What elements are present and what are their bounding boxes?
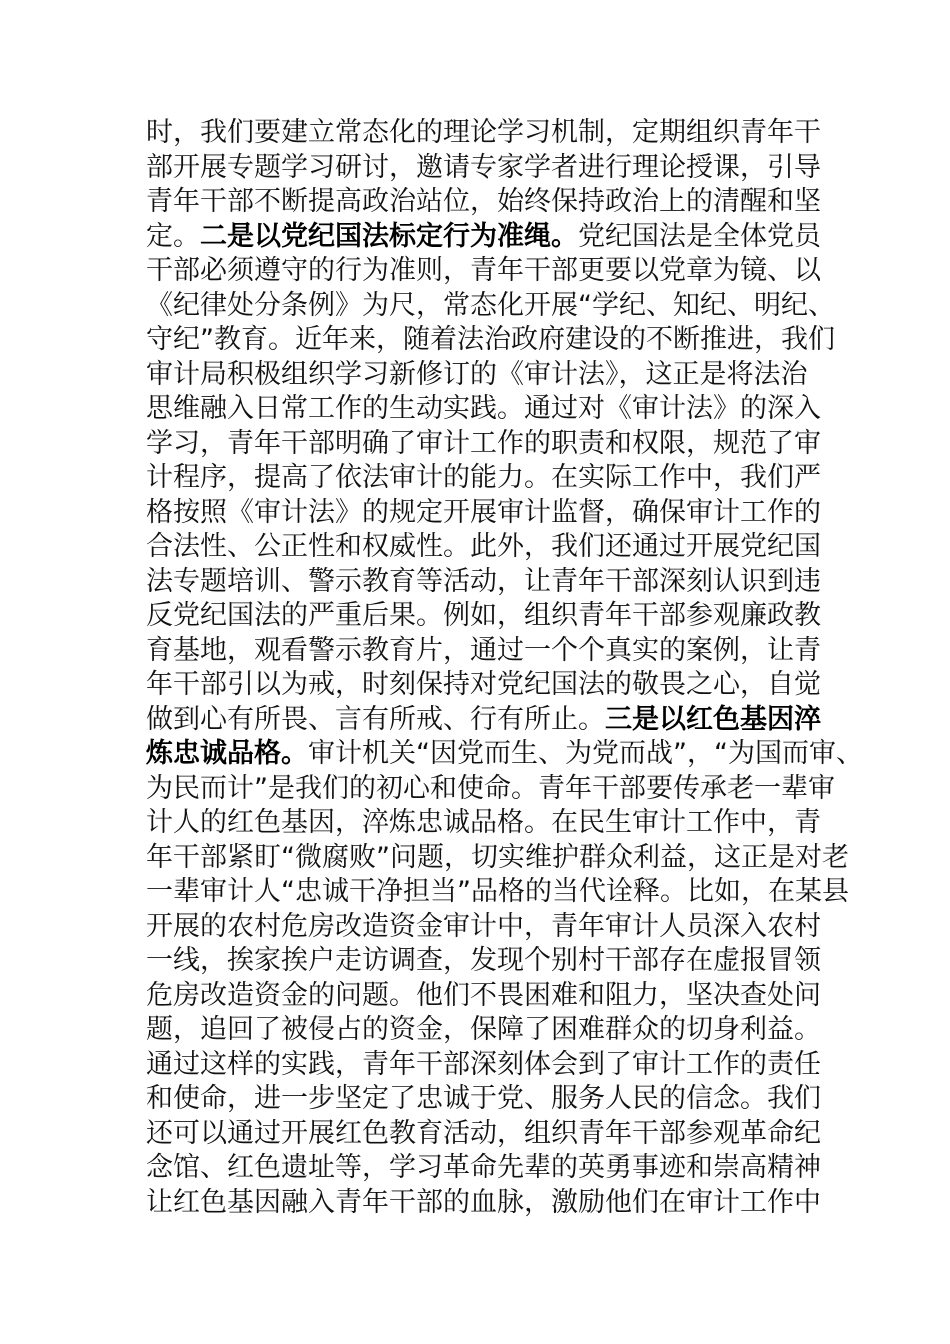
text-line bbox=[146, 1117, 826, 1152]
body-text bbox=[146, 116, 863, 1220]
text-line bbox=[146, 979, 826, 1014]
text-line bbox=[146, 392, 826, 427]
body-text-segment: 审计局积极组织学习新修订的《审计法》，这正是将法治 bbox=[146, 358, 808, 390]
body-text-segment: 青年干部不断提高政治站位，始终保持政治上的清醒和坚 bbox=[146, 186, 821, 217]
body-text-segment: 为民而计”是我们的初心和使命。青年干部要传承老一辈审 bbox=[146, 772, 835, 804]
text-line bbox=[146, 703, 826, 738]
body-text-segment: 党纪国法是全体党员 bbox=[578, 220, 821, 252]
text-line bbox=[146, 1186, 826, 1221]
text-line bbox=[146, 1082, 826, 1117]
body-text-segment: 干部必须遵守的行为准则，青年干部更要以党章为镜、以 bbox=[146, 255, 821, 286]
text-line bbox=[146, 1048, 826, 1083]
text-line bbox=[146, 565, 826, 600]
body-text-segment: 计人的红色基因，淬炼忠诚品格。在民生审计工作中，青 bbox=[146, 807, 821, 838]
body-text-segment: 守纪”教育。近年来，随着法治政府建设的不断推进，我们 bbox=[146, 324, 835, 355]
body-text-segment: 念馆、红色遗址等，学习革命先辈的英勇事迹和崇高精神 bbox=[146, 1152, 821, 1183]
body-text-segment: 时，我们要建立常态化的理论学习机制，定期组织青年干 bbox=[146, 117, 821, 148]
text-line bbox=[146, 323, 835, 358]
body-text-segment: 一辈审计人“忠诚干净担当”品格的当代诠释。比如，在某县 bbox=[146, 876, 849, 907]
text-line bbox=[146, 737, 863, 772]
text-line bbox=[146, 530, 826, 565]
text-line bbox=[146, 944, 826, 979]
text-line bbox=[146, 910, 826, 945]
text-line bbox=[146, 289, 835, 324]
text-line bbox=[146, 668, 826, 703]
body-text-segment: 格按照《审计法》的规定开展审计监督，确保审计工作的 bbox=[146, 496, 821, 528]
text-line bbox=[146, 116, 826, 151]
text-line bbox=[146, 634, 826, 669]
body-text-segment: 危房改造资金的问题。他们不畏困难和阻力，坚决查处问 bbox=[146, 979, 821, 1011]
text-line bbox=[146, 220, 826, 255]
text-line bbox=[146, 772, 835, 807]
bold-heading-text: 炼忠诚品格。 bbox=[146, 738, 308, 769]
body-text-segment: 计程序，提高了依法审计的能力。在实际工作中，我们严 bbox=[146, 462, 821, 493]
body-text-segment: 思维融入日常工作的生动实践。通过对《审计法》的深入 bbox=[146, 393, 821, 424]
text-line bbox=[146, 427, 826, 462]
text-line bbox=[146, 185, 826, 220]
body-text-segment: 年干部引以为戒，时刻保持对党纪国法的敬畏之心，自觉 bbox=[146, 669, 821, 700]
body-text-segment: 一线，挨家挨户走访调查，发现个别村干部存在虚报冒领 bbox=[146, 945, 821, 976]
text-line bbox=[146, 806, 826, 841]
body-text-segment: 还可以通过开展红色教育活动，组织青年干部参观革命纪 bbox=[146, 1117, 821, 1149]
body-text-segment: 育基地，观看警示教育片，通过一个个真实的案例，让青 bbox=[146, 634, 821, 666]
body-text-segment: 反党纪国法的严重后果。例如，组织青年干部参观廉政教 bbox=[146, 600, 821, 631]
body-text-segment: 合法性、公正性和权威性。此外，我们还通过开展党纪国 bbox=[146, 531, 821, 562]
text-line bbox=[146, 496, 826, 531]
body-text-segment: 通过这样的实践，青年干部深刻体会到了审计工作的责任 bbox=[146, 1048, 821, 1080]
text-line bbox=[146, 841, 849, 876]
body-text-segment: 做到心有所畏、言有所戒、行有所止。 bbox=[146, 703, 605, 735]
text-line bbox=[146, 599, 826, 634]
text-line bbox=[146, 358, 826, 393]
text-line bbox=[146, 254, 826, 289]
text-line bbox=[146, 461, 826, 496]
text-line bbox=[146, 1013, 826, 1048]
text-line bbox=[146, 875, 849, 910]
body-text-segment: 法专题培训、警示教育等活动，让青年干部深刻认识到违 bbox=[146, 565, 821, 597]
body-text-segment: 开展的农村危房改造资金审计中，青年审计人员深入农村 bbox=[146, 910, 821, 942]
body-text-segment: 《纪律处分条例》为尺，常态化开展“学纪、知纪、明纪、 bbox=[146, 289, 835, 321]
bold-heading-text: 二是以党纪国法标定行为准绳。 bbox=[200, 220, 578, 252]
body-text-segment: 部开展专题学习研讨，邀请专家学者进行理论授课，引导 bbox=[146, 151, 821, 183]
body-text-segment: 定。 bbox=[146, 220, 200, 252]
body-text-segment: 审计机关“因党而生、为党而战”，“为国而审、 bbox=[308, 738, 863, 769]
body-text-segment: 题，追回了被侵占的资金，保障了困难群众的切身利益。 bbox=[146, 1014, 821, 1045]
body-text-segment: 和使命，进一步坚定了忠诚于党、服务人民的信念。我们 bbox=[146, 1083, 821, 1114]
text-line bbox=[146, 151, 826, 186]
body-text-segment: 学习，青年干部明确了审计工作的职责和权限，规范了审 bbox=[146, 427, 821, 459]
body-text-segment: 让红色基因融入青年干部的血脉，激励他们在审计工作中 bbox=[146, 1186, 821, 1218]
bold-heading-text: 三是以红色基因淬 bbox=[605, 703, 821, 735]
body-text-segment: 年干部紧盯“微腐败”问题，切实维护群众利益，这正是对老 bbox=[146, 841, 849, 873]
text-line bbox=[146, 1151, 826, 1186]
